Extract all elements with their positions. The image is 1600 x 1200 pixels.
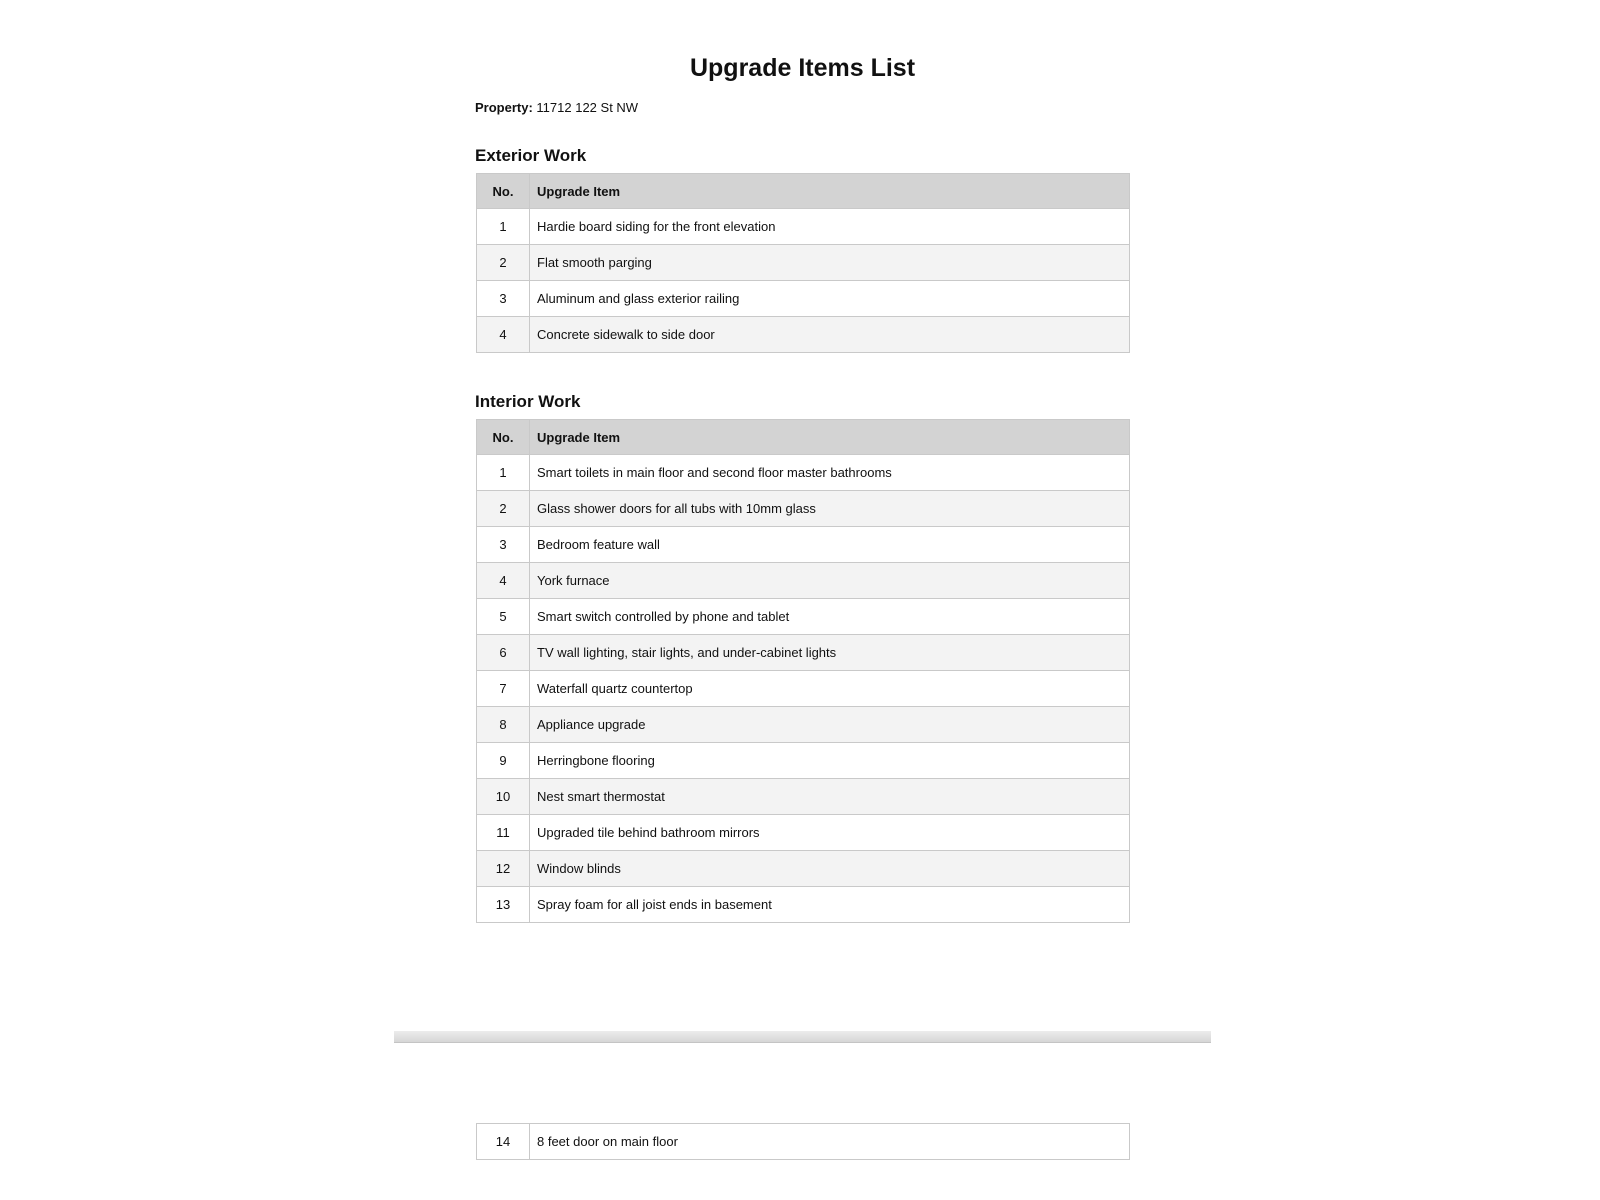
- column-header-no: No.: [477, 174, 530, 209]
- table-row: [477, 671, 1130, 707]
- row-number: 4: [477, 563, 530, 599]
- table-row: [477, 281, 1130, 317]
- row-number: 13: [477, 887, 530, 923]
- row-number: 7: [477, 671, 530, 707]
- row-number: 9: [477, 743, 530, 779]
- row-item: Bedroom feature wall: [530, 527, 1130, 563]
- row-item: Glass shower doors for all tubs with 10mm glass: [530, 491, 1130, 527]
- table-row: [477, 779, 1130, 815]
- table-row: [477, 455, 1130, 491]
- table-row: [477, 317, 1130, 353]
- row-item: York furnace: [530, 563, 1130, 599]
- row-number: 10: [477, 779, 530, 815]
- section-title-exterior-work: Exterior Work: [475, 146, 587, 165]
- row-item: Smart toilets in main floor and second floor master bathrooms: [530, 455, 1130, 491]
- table-row: [477, 743, 1130, 779]
- row-number: 11: [477, 815, 530, 851]
- column-header-no: No.: [477, 420, 530, 455]
- row-number: 12: [477, 851, 530, 887]
- row-number: 1: [477, 455, 530, 491]
- table-row: [477, 209, 1130, 245]
- table-row: [477, 707, 1130, 743]
- table-header-row: [477, 174, 1130, 209]
- row-item: Concrete sidewalk to side door: [530, 317, 1130, 353]
- row-number: 3: [477, 527, 530, 563]
- row-number: 1: [477, 209, 530, 245]
- row-item: Window blinds: [530, 851, 1130, 887]
- row-item: TV wall lighting, stair lights, and under-cabinet lights: [530, 635, 1130, 671]
- table-row: [477, 887, 1130, 923]
- exterior-work-table: [476, 173, 1130, 353]
- row-number: 5: [477, 599, 530, 635]
- row-item: Spray foam for all joist ends in basement: [530, 887, 1130, 923]
- column-header-upgrade-item: Upgrade Item: [530, 420, 1130, 455]
- table-row: [477, 851, 1130, 887]
- row-item: Smart switch controlled by phone and tablet: [530, 599, 1130, 635]
- document-title: Upgrade Items List: [689, 54, 916, 82]
- property-value: 11712 122 St NW: [536, 100, 639, 115]
- table-row: [477, 815, 1130, 851]
- row-number: 3: [477, 281, 530, 317]
- property-label: Property:: [475, 100, 533, 115]
- table-row: [477, 599, 1130, 635]
- row-item: Herringbone flooring: [530, 743, 1130, 779]
- interior-work-table-continued: [476, 1123, 1130, 1160]
- row-item: Flat smooth parging: [530, 245, 1130, 281]
- row-number: 2: [477, 245, 530, 281]
- row-item: Nest smart thermostat: [530, 779, 1130, 815]
- table-row: [477, 1124, 1130, 1160]
- row-item: Waterfall quartz countertop: [530, 671, 1130, 707]
- section-title-interior-work: Interior Work: [475, 392, 581, 411]
- table-row: [477, 245, 1130, 281]
- row-number: 14: [477, 1124, 530, 1160]
- column-header-upgrade-item: Upgrade Item: [530, 174, 1130, 209]
- row-item: 8 feet door on main floor: [530, 1124, 1130, 1160]
- row-number: 2: [477, 491, 530, 527]
- row-item: Hardie board siding for the front elevation: [530, 209, 1130, 245]
- row-number: 8: [477, 707, 530, 743]
- row-item: Upgraded tile behind bathroom mirrors: [530, 815, 1130, 851]
- row-number: 6: [477, 635, 530, 671]
- table-row: [477, 527, 1130, 563]
- table-row: [477, 491, 1130, 527]
- table-row: [477, 563, 1130, 599]
- table-row: [477, 635, 1130, 671]
- property-line: [475, 99, 638, 117]
- row-item: Aluminum and glass exterior railing: [530, 281, 1130, 317]
- table-header-row: [477, 420, 1130, 455]
- row-item: Appliance upgrade: [530, 707, 1130, 743]
- page-break-separator: [394, 1031, 1211, 1043]
- row-number: 4: [477, 317, 530, 353]
- interior-work-table: [476, 419, 1130, 923]
